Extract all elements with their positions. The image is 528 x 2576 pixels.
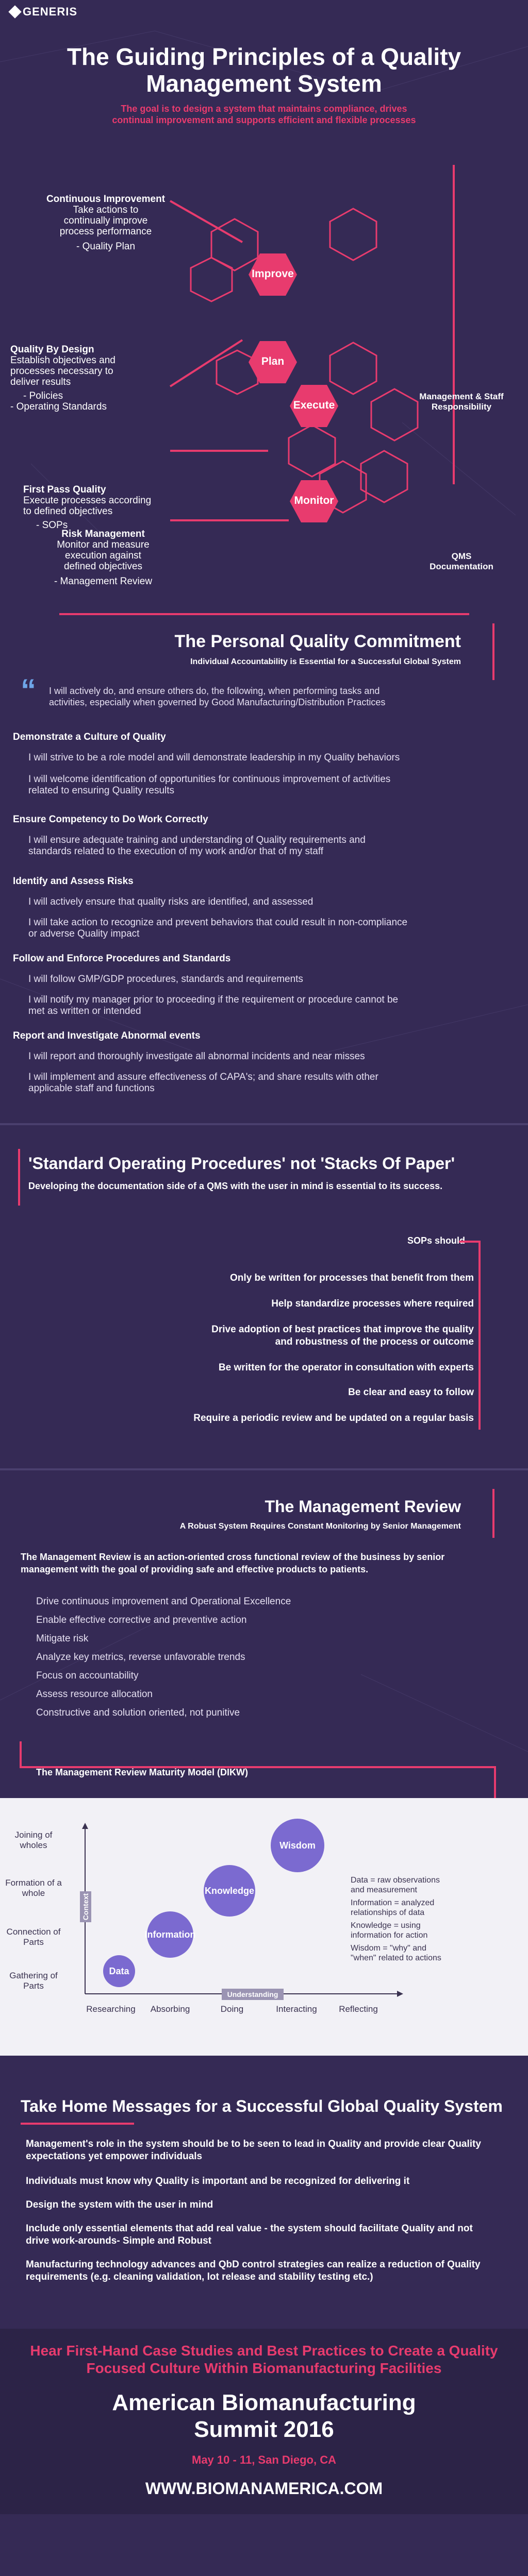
sop-item: Drive adoption of best practices that improve the quality (211, 1324, 474, 1335)
item-line: deliver results (10, 377, 71, 387)
note-line: Information = analyzed (351, 1899, 435, 1907)
right-label-line: Documentation (430, 562, 493, 571)
review-side-rule (492, 1489, 494, 1538)
note-line: relationships of data (351, 1908, 425, 1917)
quote-line: activities, especially when governed by Good Manufacturing/Distribution Practices (49, 697, 386, 707)
dikw-bubble-knowledge (204, 1865, 255, 1917)
item-title: Risk Management (61, 529, 145, 539)
bubble-label: Data (109, 1965, 129, 1976)
right-label-line: Management & Staff (419, 392, 504, 401)
bubble-label: Information (144, 1929, 196, 1940)
group-heading: Ensure Competency to Do Work Correctly (13, 814, 208, 825)
sop-item: Require a periodic review and be updated on a regular basis (193, 1413, 474, 1423)
bubble-label: Knowledge (204, 1885, 254, 1896)
group-heading: Follow and Enforce Procedures and Standards (13, 953, 231, 964)
sop-item: Help standardize processes where required (271, 1298, 474, 1309)
group-item: I will ensure adequate training and understanding of Quality requirements and (28, 835, 366, 845)
group-item: related to ensuring Quality results (28, 785, 175, 796)
group-item: I will welcome identification of opportunities for continuous improvement of activities (28, 774, 391, 785)
item-line: Monitor and measure (57, 539, 150, 550)
brand-logo[interactable] (10, 4, 77, 20)
item-line: Include only essential elements that add real value - the system should facilitate Quality and not (26, 2223, 473, 2234)
note-line: and measurement (351, 1886, 417, 1894)
dikw-y-label: Joining of wholes (14, 1830, 53, 1850)
review-title: The Management Review (265, 1497, 461, 1516)
item-tag: - Policies (23, 391, 63, 401)
divider (0, 1468, 528, 1470)
cycle-item-quality-by-design (10, 344, 144, 412)
event-banner (0, 2329, 528, 2514)
note-line: Data = raw observations (351, 1876, 440, 1885)
sop-item: Only be written for processes that benefit from them (230, 1273, 474, 1283)
commitment-quote (49, 685, 492, 708)
event-name-line: American Biomanufacturing (112, 2390, 416, 2415)
dikw-title: The Management Review Maturity Model (DIKW) (36, 1767, 249, 1777)
dikw-x-label: Reflecting (339, 2004, 378, 2014)
quote-line: I will actively do, and ensure others do, the following, when performing tasks and (49, 686, 380, 696)
sops-side-rule (18, 1149, 20, 1206)
right-label-line: Responsibility (431, 402, 492, 412)
review-subtitle: A Robust System Requires Constant Monitoring by Senior Management (179, 1522, 461, 1531)
item-line: Establish objectives and (10, 355, 116, 366)
intro-line: management with the goal of providing safe and effective products to patients. (21, 1564, 369, 1574)
dikw-x-axis-label: Understanding (222, 1989, 284, 2000)
sops-subtitle: Developing the documentation side of a QMS with the user in mind is essential to its success. (28, 1181, 443, 1191)
sop-item: Be clear and easy to follow (348, 1387, 474, 1398)
group-item: I will follow GMP/GDP procedures, standards and requirements (28, 974, 303, 985)
sops-title: 'Standard Operating Procedures' not 'Stacks Of Paper' (28, 1154, 455, 1173)
item-line: Execute processes according (23, 495, 152, 506)
group-item: or adverse Quality impact (28, 928, 140, 939)
group-heading: Identify and Assess Risks (13, 876, 134, 887)
divider (0, 1123, 528, 1125)
quote-mark-icon: “ (21, 673, 36, 707)
hero-title (0, 43, 528, 97)
item-line: execution against (65, 550, 141, 561)
cycle-right-label-staff (412, 392, 510, 412)
right-label-line: QMS (451, 551, 472, 561)
dikw-y-label: Gathering of Parts (9, 1971, 58, 1991)
group-item: met as written or intended (28, 1006, 141, 1016)
review-item: Mitigate risk (36, 1633, 89, 1644)
item-line: to defined objectives (23, 506, 113, 517)
cycle-item-risk-management (36, 529, 170, 587)
commitment-title: The Personal Quality Commitment (174, 632, 461, 651)
item-line: Management's role in the system should be to be seen to lead in Quality and provide clear Quality (26, 2139, 481, 2149)
item-tag: - Quality Plan (76, 241, 136, 252)
item-tag: - Management Review (54, 576, 153, 587)
note-line: Wisdom = "why" and (351, 1944, 426, 1953)
group-item: standards related to the execution of my work and/or that of my staff (28, 846, 324, 857)
sops-label: SOPs should (407, 1235, 466, 1246)
takehome-item (26, 2223, 490, 2247)
event-url[interactable]: WWW.BIOMANAMERICA.COM (145, 2479, 383, 2498)
dikw-x-label: Interacting (276, 2004, 317, 2014)
group-item: I will notify my manager prior to proceeding if the requirement or procedure cannot be (28, 994, 399, 1005)
note-line: "when" related to actions (351, 1954, 441, 1962)
dikw-bubble-wisdom (271, 1819, 324, 1872)
dikw-x-label: Doing (220, 2004, 244, 2014)
hex-improve (248, 252, 298, 297)
commitment-side-rule (492, 623, 494, 680)
event-name-line: Summit 2016 (194, 2417, 334, 2442)
group-item: I will strive to be a role model and will demonstrate leadership in my Quality behaviors (28, 752, 400, 763)
hex-execute-label: Execute (293, 399, 335, 411)
hero-title-line-1: The Guiding Principles of a Quality (67, 43, 461, 70)
review-intro (21, 1551, 485, 1575)
commitment-subtitle: Individual Accountability is Essential for a Successful Global System (190, 657, 461, 666)
item-line: Design the system with the user in mind (26, 2199, 213, 2210)
review-item: Focus on accountability (36, 1670, 139, 1681)
kicker-line: Hear First-Hand Case Studies and Best Practices to Create a Quality (30, 2343, 498, 2359)
item-tag: - Operating Standards (10, 401, 107, 412)
item-line: continually improve (63, 215, 148, 226)
takehome-item (26, 2175, 490, 2188)
dikw-panel (0, 1798, 528, 2056)
group-item: I will report and thoroughly investigate all abnormal incidents and near misses (28, 1051, 365, 1062)
review-item: Enable effective corrective and preventive action (36, 1615, 247, 1625)
item-line: Individuals must know why Quality is important and be recognized for delivering it (26, 2176, 410, 2187)
event-name (0, 2389, 528, 2443)
item-title: First Pass Quality (23, 484, 106, 495)
kicker-line: Focused Culture Within Biomanufacturing Facilities (86, 2360, 442, 2376)
dikw-y-axis-label: Context (80, 1891, 91, 1922)
sop-item: Be written for the operator in consultation with experts (218, 1362, 474, 1373)
hero-subtitle-line-1: The goal is to design a system that maintains compliance, drives (121, 104, 407, 114)
divider (59, 613, 469, 615)
review-item: Assess resource allocation (36, 1689, 153, 1700)
takehome-item (26, 2138, 490, 2163)
hero-subtitle (0, 103, 528, 126)
brand-name: GENERIS (23, 5, 78, 18)
group-heading: Report and Investigate Abnormal events (13, 1030, 201, 1041)
hex-monitor-label: Monitor (294, 495, 334, 506)
review-item: Analyze key metrics, reverse unfavorable trends (36, 1652, 245, 1663)
note-line: Knowledge = using (351, 1921, 421, 1930)
hex-improve-label: Improve (252, 268, 294, 280)
bubble-label: Wisdom (279, 1840, 316, 1851)
dikw-x-label: Absorbing (150, 2004, 190, 2014)
dikw-bubble-information (144, 1911, 196, 1958)
item-title: Quality By Design (10, 344, 94, 355)
takehome-item (26, 2199, 490, 2211)
item-line: Manufacturing technology advances and QbD control strategies can realize a reduction of Quality (26, 2259, 481, 2270)
cycle-item-continuous-improvement (44, 194, 168, 252)
group-item: I will take action to recognize and prevent behaviors that could result in non-compliance (28, 917, 408, 928)
item-line: defined objectives (63, 561, 143, 572)
intro-line: The Management Review is an action-oriented cross functional review of the business by senior (21, 1552, 445, 1562)
note-line: information for action (351, 1931, 428, 1940)
hex-plan (248, 340, 298, 384)
cycle-right-label-qms (428, 551, 495, 572)
hero-title-line-2: Management System (146, 70, 382, 97)
hex-plan-label: Plan (261, 355, 285, 367)
group-item: applicable staff and functions (28, 1083, 155, 1094)
cycle-item-first-pass-quality (23, 484, 178, 531)
item-tag: - SOPs (36, 520, 68, 531)
item-line: drive work-arounds- Simple and Robust (26, 2235, 211, 2246)
divider (21, 2123, 134, 2125)
item-line: Take actions to (73, 205, 139, 215)
event-kicker (0, 2342, 528, 2377)
group-item: I will actively ensure that quality risks are identified, and assessed (28, 896, 314, 907)
hex-monitor (289, 479, 339, 523)
item-line: requirements (e.g. cleaning validation, lot release and stability testing etc.) (26, 2271, 373, 2282)
takehome-item (26, 2259, 490, 2283)
hex-execute (289, 384, 339, 428)
item-line: processes necessary to (10, 366, 113, 377)
item-line: process performance (59, 226, 152, 237)
review-item: Constructive and solution oriented, not punitive (36, 1707, 240, 1718)
review-item: Drive continuous improvement and Operational Excellence (36, 1596, 291, 1607)
sop-item: and robustness of the process or outcome (275, 1336, 474, 1347)
dikw-x-label: Researching (86, 2004, 136, 2014)
dikw-y-label: Connection of Parts (6, 1927, 61, 1947)
group-heading: Demonstrate a Culture of Quality (13, 732, 166, 742)
hero-subtitle-line-2: continual improvement and supports efficient and flexible processes (112, 115, 416, 125)
dikw-y-label: Formation of a whole (5, 1878, 62, 1898)
dikw-notes (351, 1875, 505, 1963)
group-item: I will implement and assure effectiveness of CAPA's; and share results with other (28, 1072, 378, 1082)
dikw-bubble-data (103, 1955, 135, 1987)
item-line: expectations yet empower individuals (26, 2150, 203, 2162)
event-dates: May 10 - 11, San Diego, CA (192, 2453, 336, 2466)
item-title: Continuous Improvement (46, 194, 166, 205)
takehome-title: Take Home Messages for a Successful Global Quality System (21, 2097, 503, 2115)
logo-mark-icon (8, 5, 21, 18)
